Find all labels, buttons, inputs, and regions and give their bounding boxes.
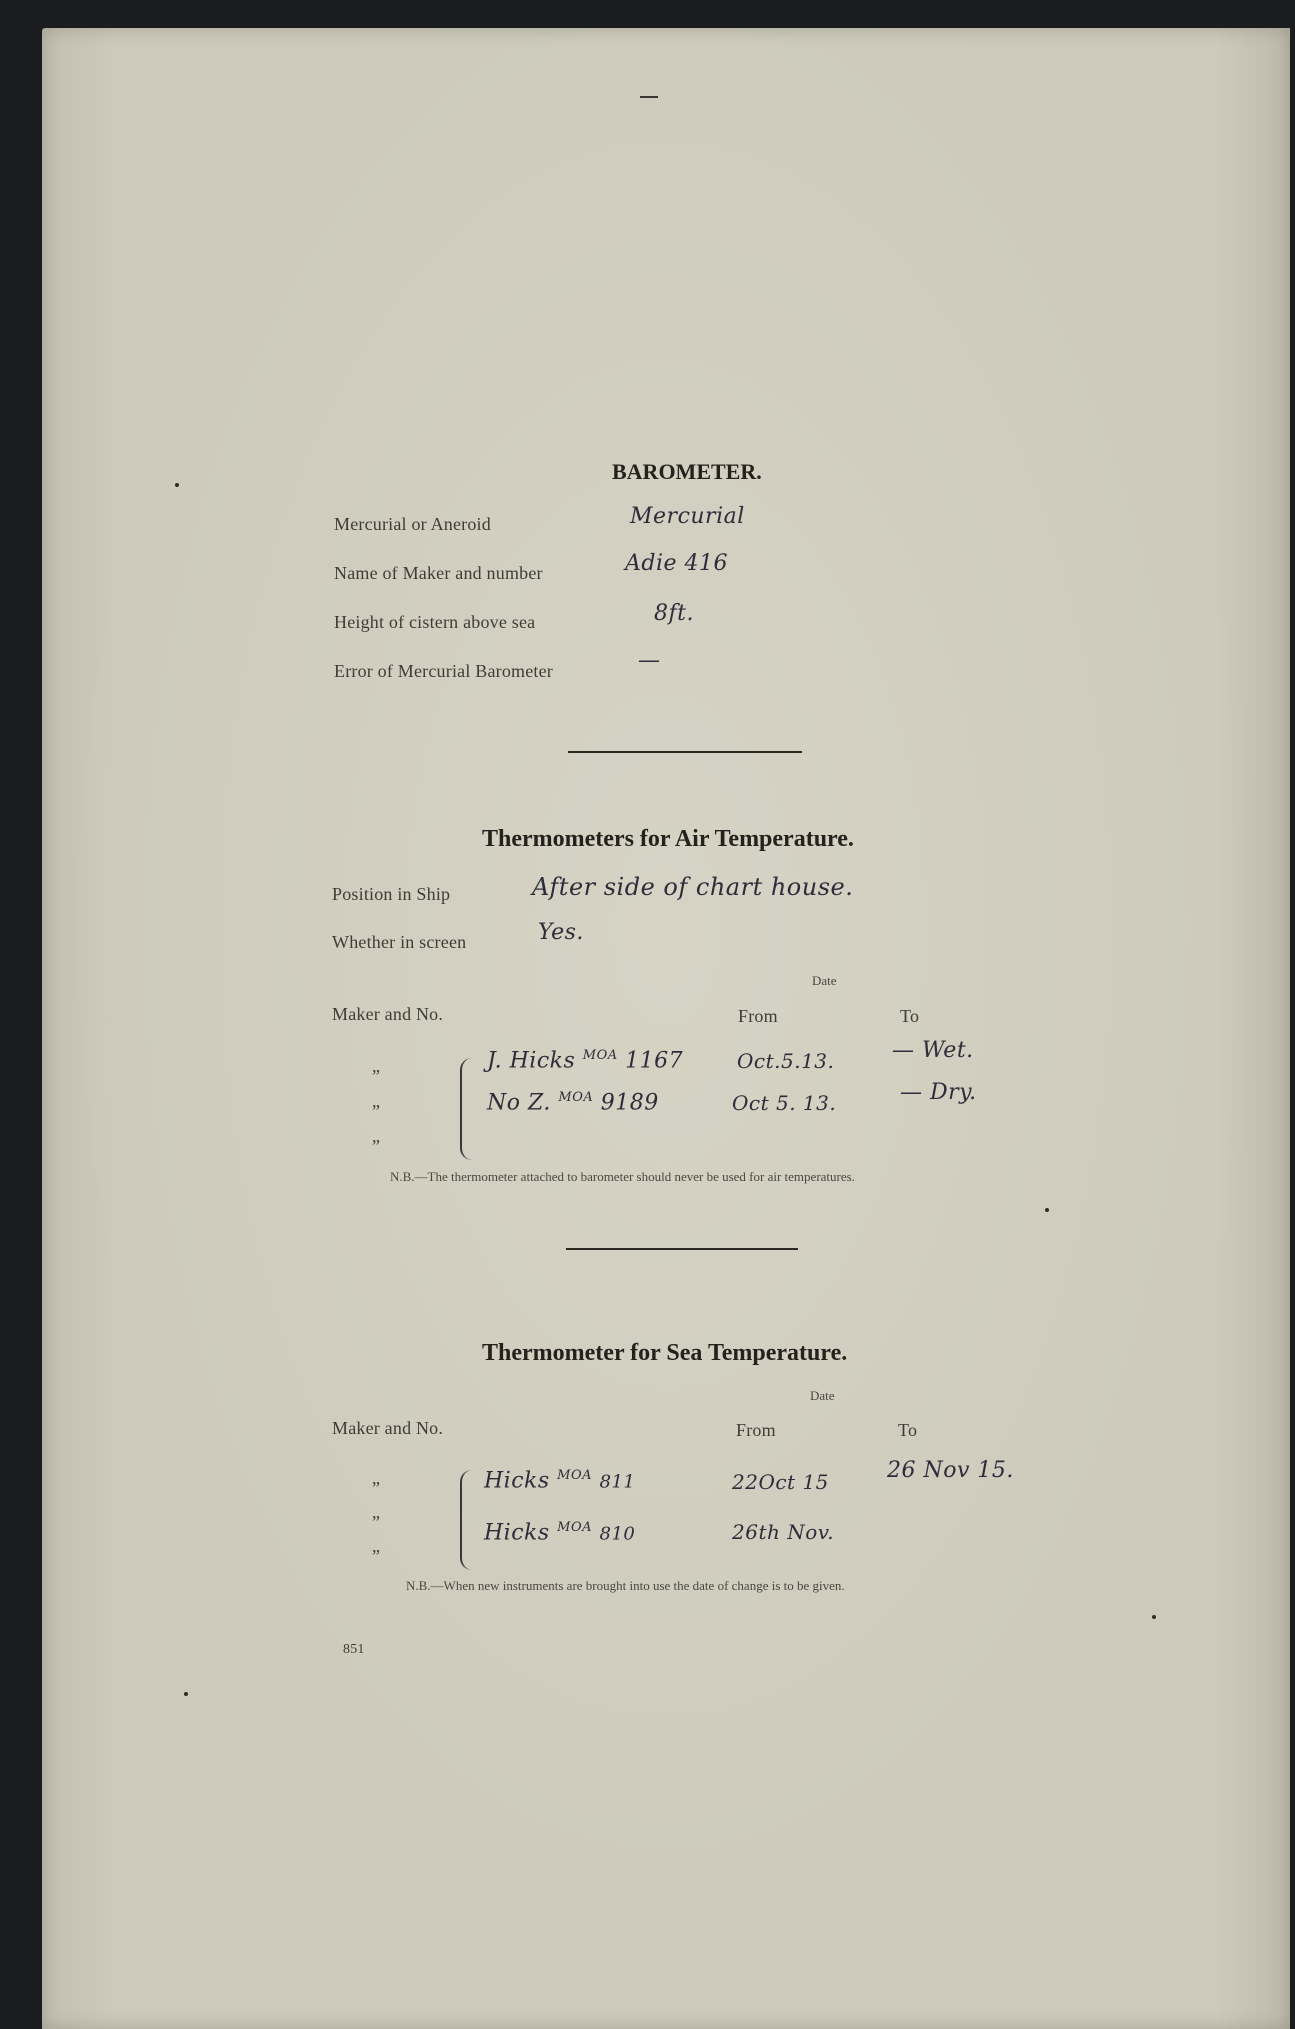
air-screen-label: Whether in screen [332,932,467,952]
barometer-label-height: Height of cistern above sea [334,612,536,632]
air-to-label: To [900,1006,920,1026]
top-mark [640,96,658,98]
speck [184,1692,188,1696]
speck [1045,1208,1049,1212]
air-from-label: From [738,1006,778,1026]
sea-maker-label: Maker and No. [332,1418,444,1438]
section-divider-1 [568,751,802,753]
barometer-value-height: 8ft. [654,601,694,626]
barometer-value-error: — [638,648,661,673]
sea-ditto-3: „ [372,1536,381,1556]
air-note: N.B.—The thermometer attached to barometer should never be used for air temperatures. [390,1169,855,1184]
barometer-value-maker: Adie 416 [625,551,729,576]
air-date-label: Date [812,973,837,988]
air-row-2-from: Oct 5. 13. [732,1091,837,1115]
air-row-2-to: — Dry. [900,1080,977,1105]
sea-row-1-maker: Hicks $^{MOA}$ 811 [484,1468,636,1494]
sea-row-2-from: 26th Nov. [732,1520,835,1544]
barometer-label-maker: Name of Maker and number [334,563,543,583]
barometer-label-type: Mercurial or Aneroid [334,514,491,534]
air-position-label: Position in Ship [332,884,451,904]
air-brace [460,1058,476,1160]
sea-date-label: Date [810,1388,835,1403]
section-divider-2 [566,1248,798,1250]
form-number: 851 [343,1642,365,1657]
sea-ditto-1: „ [372,1468,381,1488]
sea-heading: Thermometer for Sea Temperature. [482,1340,848,1366]
sea-brace [460,1470,476,1570]
sea-from-label: From [736,1420,776,1440]
sea-row-1-to: 26 Nov 15. [887,1458,1014,1483]
sea-note: N.B.—When new instruments are brought into use the date of change is to be given. [406,1578,845,1593]
barometer-value-type: Mercurial [630,504,745,529]
air-heading: Thermometers for Air Temperature. [482,826,854,852]
air-row-1-to: — Wet. [892,1038,974,1063]
air-screen-value: Yes. [538,920,584,945]
barometer-heading: BAROMETER. [612,459,762,484]
air-ditto-1: „ [372,1056,381,1076]
air-ditto-2: „ [372,1091,381,1111]
sea-row-1-from: 22Oct 15 [732,1470,829,1494]
form-page [42,28,1290,2029]
barometer-label-error: Error of Mercurial Barometer [334,661,553,681]
air-row-1-from: Oct.5.13. [737,1049,835,1073]
sea-ditto-2: „ [372,1502,381,1522]
sea-to-label: To [898,1420,918,1440]
speck [1152,1615,1156,1619]
air-row-2-maker: No Z. $^{MOA}$ 9189 [487,1090,659,1116]
air-ditto-3: „ [372,1126,381,1146]
air-row-1-maker: J. Hicks $^{MOA}$ 1167 [487,1048,684,1074]
sea-row-2-maker: Hicks $^{MOA}$ 810 [484,1520,636,1546]
speck [175,483,179,487]
air-maker-label: Maker and No. [332,1004,444,1024]
air-position-value: After side of chart house. [532,873,854,901]
